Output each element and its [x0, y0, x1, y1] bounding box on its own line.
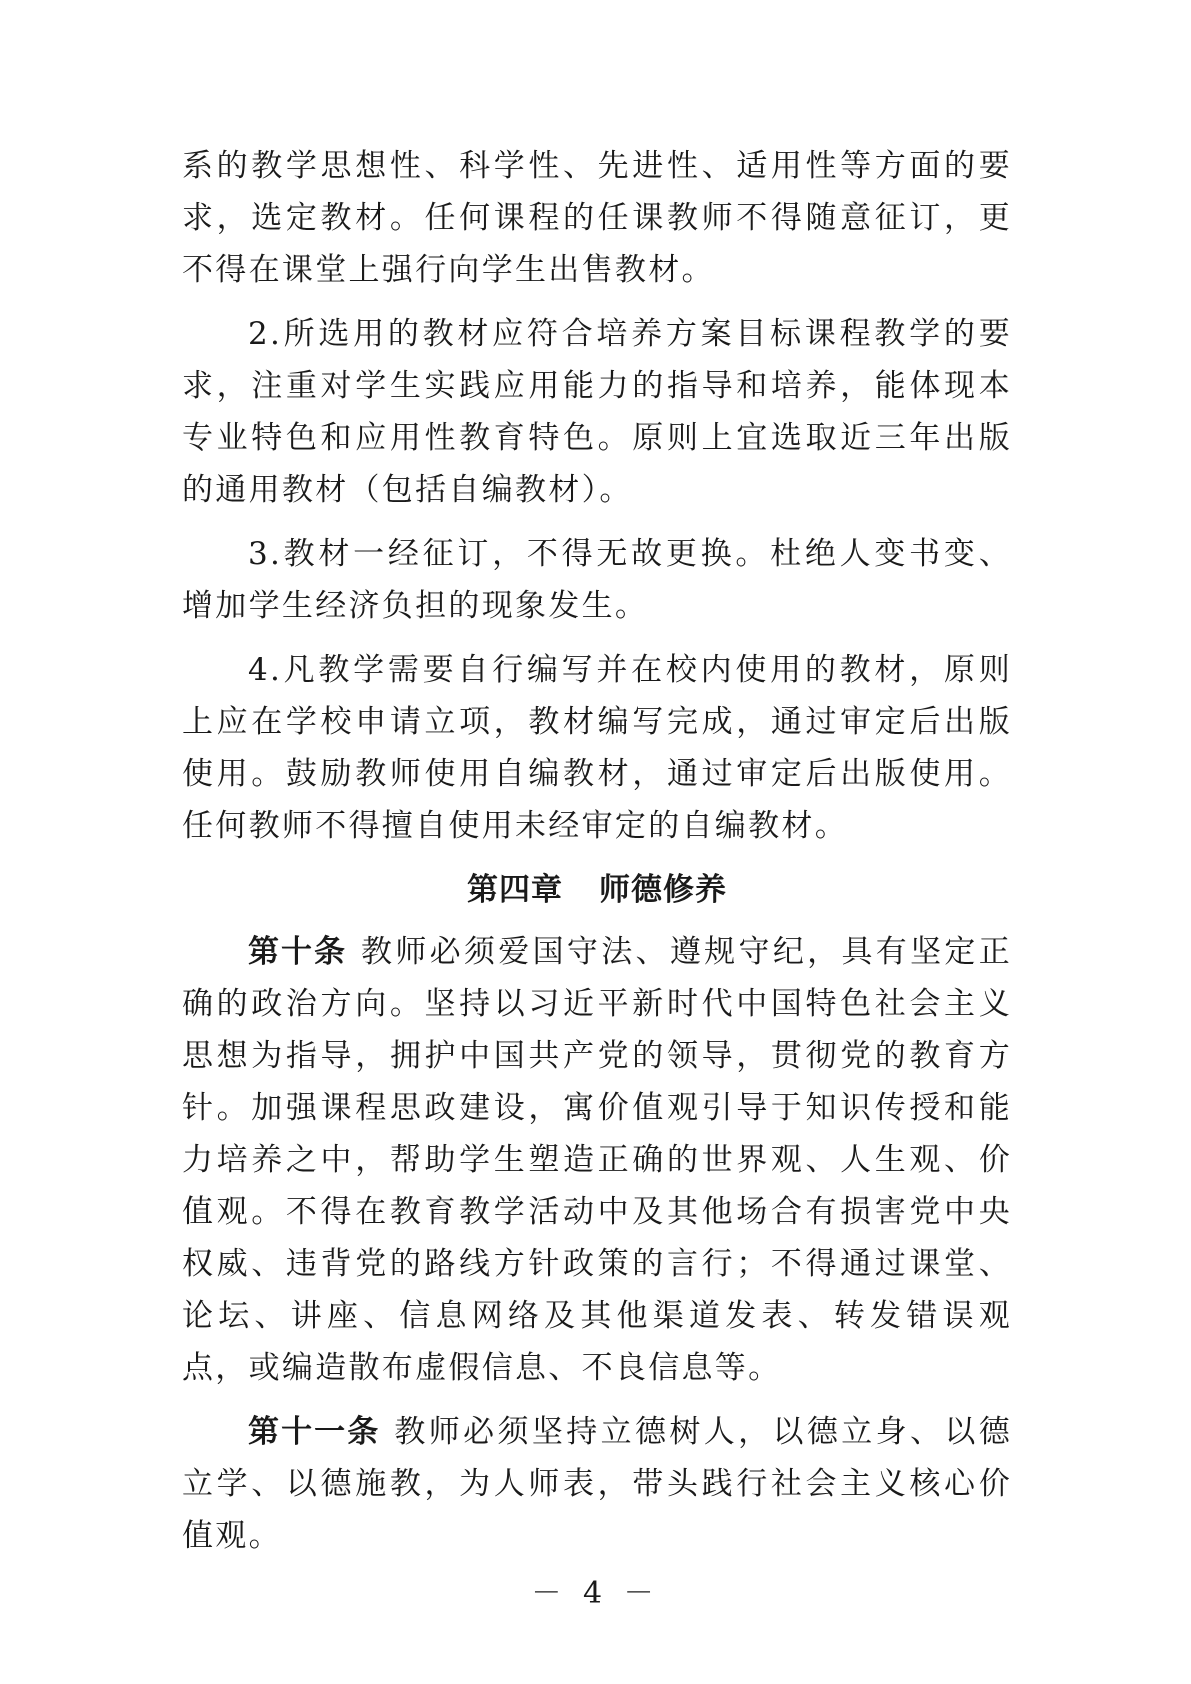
article-10-text: 教师必须爱国守法、遵规守纪，具有坚定正确的政治方向。坚持以习近平新时代中国特色社会主义思想为指导，拥护中国共产党的领导，贯彻党的教育方针。加强课程思政建设，寓价值观引导于知识传授和能力培养之中，帮助学生塑造正确的世界观、人生观、价值观。不得在教育教学活动中及其他场合有损害党中央权威、违背党的路线方针政策的言行；不得通过课堂、论坛、讲座、信息网络及其他渠道发表、转发错误观点，或编造散布虚假信息、不良信息等。 — [182, 934, 1012, 1386]
article-11-label: 第十一条 — [248, 1414, 381, 1450]
article-11-text: 教师必须坚持立德树人，以德立身、以德立学、以德施教，为人师表，带头践行社会主义核心价值观。 — [182, 1414, 1013, 1554]
chapter-title: 师德修养 — [599, 872, 727, 908]
paragraph-continued: 系的教学思想性、科学性、先进性、适用性等方面的要求，选定教材。任何课程的任课教师不得随意征订，更不得在课堂上强行向学生出售教材。 — [182, 148, 1012, 288]
paragraph-item-4: 4.凡教学需要自行编写并在校内使用的教材，原则上应在学校申请立项，教材编写完成，通过审定后出版使用。鼓励教师使用自编教材，通过审定后出版使用。任何教师不得擅自使用未经审定的自编教材。 — [182, 652, 1012, 844]
article-10 — [182, 926, 1012, 1394]
article-10-label: 第十条 — [248, 934, 348, 970]
chapter-number: 第四章 — [467, 872, 563, 908]
document-body — [182, 140, 1012, 1574]
page-number: － 4 － — [531, 1576, 660, 1611]
chapter-heading — [182, 864, 1012, 916]
article-11 — [182, 1406, 1012, 1562]
paragraph-item-2: 2.所选用的教材应符合培养方案目标课程教学的要求，注重对学生实践应用能力的指导和培养，能体现本专业特色和应用性教育特色。原则上宜选取近三年出版的通用教材（包括自编教材）。 — [182, 316, 1012, 508]
paragraph-item-3: 3.教材一经征订，不得无故更换。杜绝人变书变、增加学生经济负担的现象发生。 — [182, 536, 1012, 624]
